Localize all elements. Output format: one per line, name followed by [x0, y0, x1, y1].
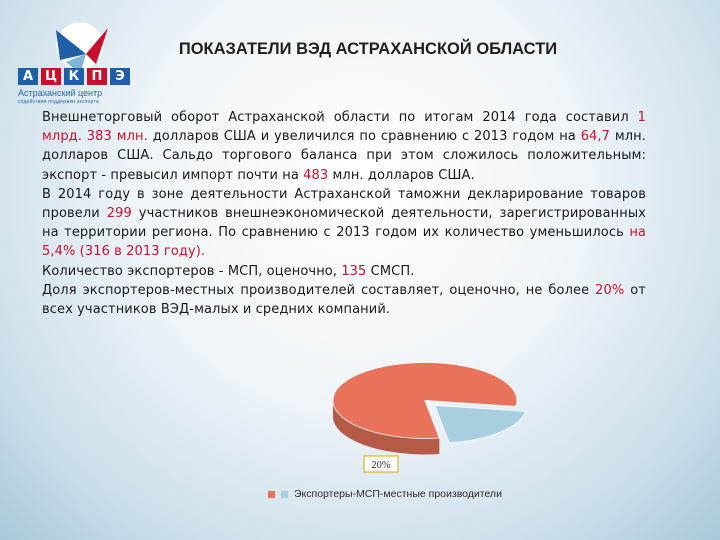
page-title: ПОКАЗАТЕЛИ ВЭД АСТРАХАНСКОЙ ОБЛАСТИ	[178, 40, 558, 58]
paragraph-participants	[42, 185, 646, 262]
highlighted-value: 299	[106, 206, 132, 222]
highlighted-value: 64,7	[580, 129, 611, 145]
logo-letter: Ц	[41, 68, 61, 85]
highlighted-value: на 5,4% (316 в 2013 году).	[42, 225, 646, 260]
text-run: млн. долларов США.	[328, 167, 475, 183]
highlighted-value: 20%	[595, 282, 625, 298]
legend-label: Экспортеры-МСП-местные производители	[294, 488, 502, 500]
text-run: участников внешнеэкономической деятельности, зарегистрированных на территории региона. По сравнению с 2013 годом их количество уменьшилось	[42, 206, 646, 241]
highlighted-value: 1 млрд. 383 млн.	[42, 110, 646, 145]
text-run: Доля экспортеров-местных производителей составляет, оценочно, не более	[42, 282, 596, 298]
highlighted-value: 135	[341, 263, 367, 279]
data-label: 20%	[371, 460, 391, 471]
logo-letter: П	[87, 68, 107, 85]
text-run: В 2014 году в зоне деятельности Астраханской таможни декларирование товаров провели	[42, 186, 646, 222]
paragraph-exporters-share	[42, 281, 646, 319]
logo-subtitle-small: содействия поддержки экспорта	[18, 99, 99, 105]
paragraph-exporters-count	[42, 262, 646, 281]
text-run: СМСП.	[366, 263, 415, 279]
logo-letters	[18, 68, 130, 85]
pie-slice	[435, 405, 526, 443]
paragraph-trade-turnover	[42, 108, 646, 185]
chart-legend	[268, 488, 502, 500]
logo-letter: А	[18, 68, 38, 85]
text-run: Внешнеторговый оборот Астраханской области по итогам 2014 года составил	[42, 110, 638, 125]
text-run: Количество экспортеров - МСП, оценочно,	[42, 263, 342, 279]
legend-swatch	[268, 491, 275, 498]
text-run: млн. долларов США. Сальдо торгового баланса при этом сложилось положительным: экспорт - превысил импорт почти на	[42, 129, 647, 183]
logo-subtitle: Астраханский центр	[18, 88, 103, 98]
text-run: долларов США и увеличился по сравнению с 2013 годом на	[147, 129, 581, 145]
legend-swatch	[281, 491, 288, 498]
highlighted-value: 483	[303, 167, 329, 183]
logo-letter: К	[64, 68, 84, 85]
text-run: от всех участников ВЭД-малых и средних компаний.	[42, 282, 646, 318]
logo	[18, 18, 128, 106]
body-text	[42, 108, 646, 319]
logo-letter: Э	[110, 68, 130, 85]
